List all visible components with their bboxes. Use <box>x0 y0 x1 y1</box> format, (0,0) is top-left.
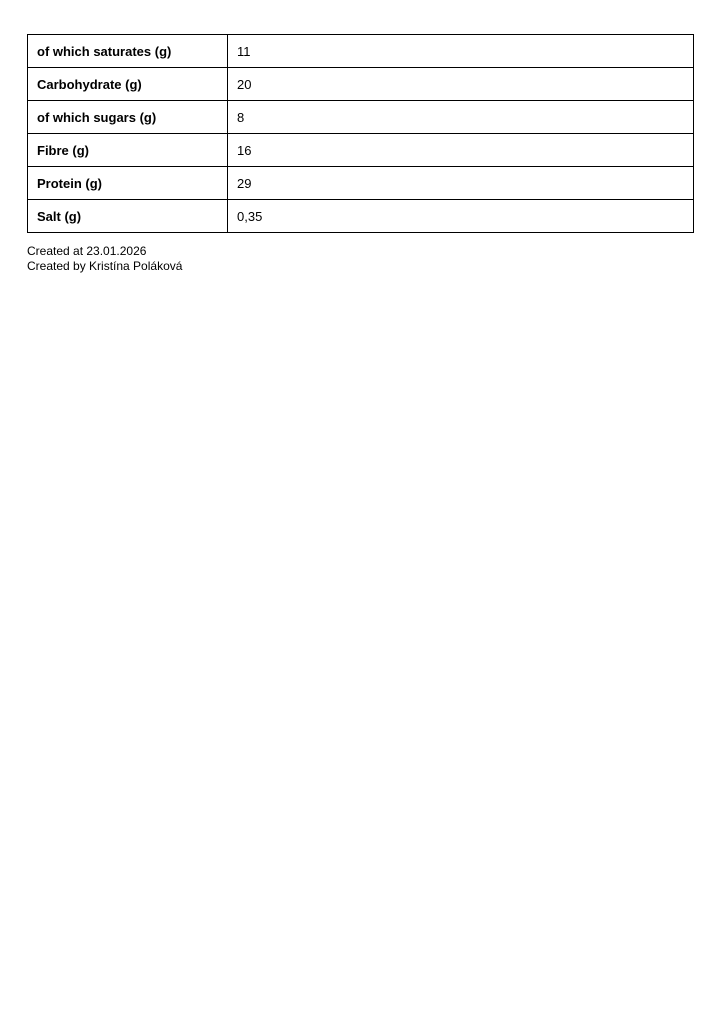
document-footer <box>27 244 182 274</box>
created-by-text: Created by Kristína Poláková <box>27 259 183 273</box>
row-value: 29 <box>228 167 694 200</box>
row-label: Salt (g) <box>28 200 228 233</box>
table-row <box>28 167 694 200</box>
row-label: of which saturates (g) <box>28 35 228 68</box>
nutrition-table <box>27 34 694 233</box>
created-at-text: Created at 23.01.2026 <box>27 244 147 258</box>
row-value: 20 <box>228 68 694 101</box>
row-value: 11 <box>228 35 694 68</box>
row-value: 16 <box>228 134 694 167</box>
table-row <box>28 35 694 68</box>
row-label: Fibre (g) <box>28 134 228 167</box>
table-row <box>28 68 694 101</box>
row-value: 8 <box>228 101 694 134</box>
row-label: of which sugars (g) <box>28 101 228 134</box>
table-row <box>28 200 694 233</box>
row-label: Protein (g) <box>28 167 228 200</box>
row-value: 0,35 <box>228 200 694 233</box>
row-label: Carbohydrate (g) <box>28 68 228 101</box>
table-row <box>28 134 694 167</box>
table-row <box>28 101 694 134</box>
